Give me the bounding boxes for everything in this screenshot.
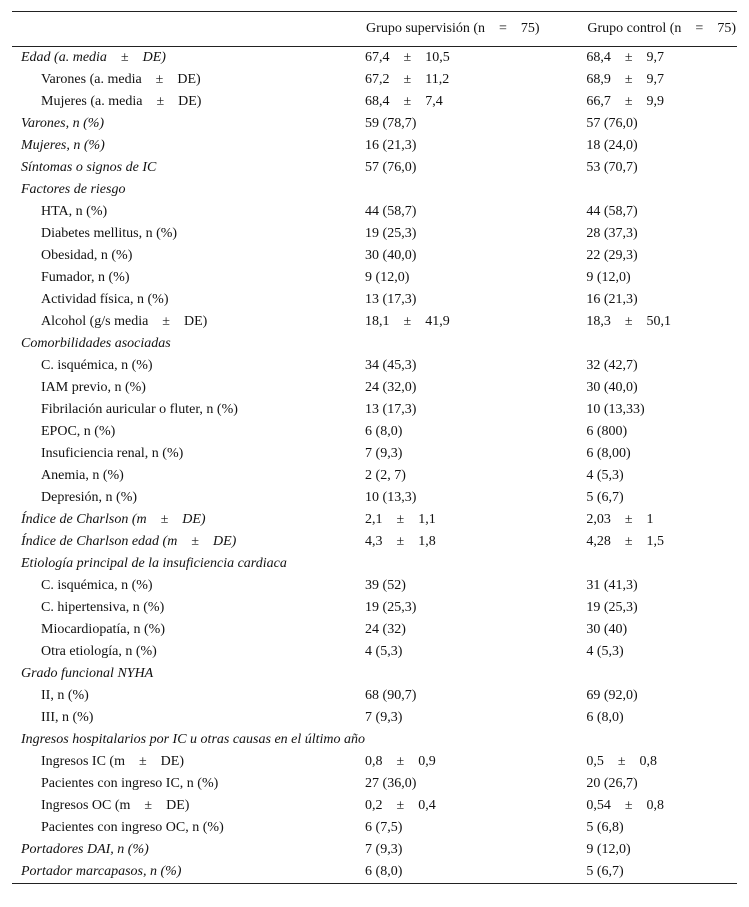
supervision-value: 27 (36,0): [365, 776, 417, 791]
table-row: [12, 201, 737, 223]
row-label: Ingresos hospitalarios por IC u otras causas en el último año: [21, 732, 366, 747]
control-value: 30 (40): [586, 622, 628, 637]
supervision-value: 10 (13,3): [365, 490, 417, 505]
row-label: IAM previo, n (%): [41, 380, 146, 395]
control-value: [586, 553, 737, 575]
supervision-value: 39 (52): [365, 578, 406, 593]
supervision-value: 59 (78,7): [365, 116, 417, 131]
table-row: [12, 487, 737, 509]
row-label: Grado funcional NYHA: [21, 666, 154, 681]
row-label: Mujeres, n (%): [21, 138, 105, 153]
row-label: HTA, n (%): [41, 204, 108, 219]
table-row: [12, 421, 737, 443]
row-label: Ingresos IC (m ± DE): [41, 754, 184, 769]
supervision-value: 30 (40,0): [365, 248, 417, 263]
control-value: 0,5 ± 0,8: [586, 754, 658, 769]
header-label-column: [12, 12, 365, 47]
supervision-value: 6 (7,5): [365, 820, 403, 835]
table-row: [12, 91, 737, 113]
table-row: [12, 443, 737, 465]
row-label: Portadores DAI, n (%): [21, 842, 149, 857]
row-label: Miocardiopatía, n (%): [41, 622, 166, 637]
supervision-value: 2,1 ± 1,1: [365, 512, 436, 527]
control-value: 53 (70,7): [586, 160, 638, 175]
table-row: [12, 465, 737, 487]
table-body: [12, 47, 737, 884]
row-label: Anemia, n (%): [41, 468, 124, 483]
control-value: [586, 663, 737, 685]
control-value: 57 (76,0): [586, 116, 638, 131]
table-row: [12, 135, 737, 157]
control-value: 4 (5,3): [586, 468, 624, 483]
supervision-value: 4 (5,3): [365, 644, 403, 659]
control-value: 22 (29,3): [586, 248, 638, 263]
control-value: 68,4 ± 9,7: [586, 50, 665, 65]
row-label: Fibrilación auricular o fluter, n (%): [41, 402, 238, 417]
control-value: 68,9 ± 9,7: [586, 72, 665, 87]
table-row: [12, 267, 737, 289]
row-label: Portador marcapasos, n (%): [12, 861, 365, 884]
row-label: Factores de riesgo: [21, 182, 126, 197]
supervision-value: 18,1 ± 41,9: [365, 314, 450, 329]
control-value: 6 (8,00): [586, 446, 631, 461]
table-row: [12, 641, 737, 663]
supervision-value: 67,2 ± 11,2: [365, 72, 450, 87]
row-label: C. isquémica, n (%): [41, 358, 153, 373]
table-row: [12, 619, 737, 641]
supervision-value: 68 (90,7): [365, 688, 417, 703]
row-label: Índice de Charlson edad (m ± DE): [21, 534, 237, 549]
control-value: 66,7 ± 9,9: [586, 94, 665, 109]
row-label: Fumador, n (%): [41, 270, 130, 285]
control-value: 28 (37,3): [586, 226, 638, 241]
table-row: [12, 355, 737, 377]
control-value: 2,03 ± 1: [586, 512, 654, 527]
row-label: Edad (a. media ± DE): [21, 50, 166, 65]
table-row: [12, 553, 737, 575]
control-value: 4 (5,3): [586, 644, 624, 659]
supervision-value: 16 (21,3): [365, 138, 417, 153]
supervision-value: [365, 729, 586, 751]
row-label: Obesidad, n (%): [41, 248, 133, 263]
row-label: Índice de Charlson (m ± DE): [21, 512, 206, 527]
row-label: Actividad física, n (%): [41, 292, 169, 307]
supervision-value: [365, 553, 586, 575]
supervision-value: 44 (58,7): [365, 204, 417, 219]
control-value: [586, 729, 737, 751]
row-label: II, n (%): [41, 688, 89, 703]
table-row: [12, 773, 737, 795]
control-value: 10 (13,33): [586, 402, 645, 417]
row-label: Comorbilidades asociadas: [21, 336, 171, 351]
supervision-value: 19 (25,3): [365, 600, 417, 615]
control-value: 44 (58,7): [586, 204, 638, 219]
supervision-value: [365, 333, 586, 355]
control-value: 30 (40,0): [586, 380, 638, 395]
row-label: Otra etiología, n (%): [41, 644, 157, 659]
table-row: [12, 47, 737, 70]
row-label: Síntomas o signos de IC: [21, 160, 157, 175]
control-value: 5 (6,7): [586, 490, 624, 505]
table-row: [12, 729, 737, 751]
supervision-value: 19 (25,3): [365, 226, 417, 241]
control-value: 6 (800): [586, 424, 628, 439]
control-value: 5 (6,7): [586, 861, 737, 884]
table-row: [12, 531, 737, 553]
table-row: [12, 289, 737, 311]
table-row: [12, 113, 737, 135]
table-row: [12, 685, 737, 707]
table-row: [12, 795, 737, 817]
table-row: [12, 663, 737, 685]
supervision-value: 67,4 ± 10,5: [365, 50, 450, 65]
header-control-group: Grupo control (n = 75): [586, 12, 737, 47]
row-label: EPOC, n (%): [41, 424, 116, 439]
table-row: [12, 707, 737, 729]
supervision-value: 7 (9,3): [365, 842, 403, 857]
table-row: [12, 817, 737, 839]
control-value: 4,28 ± 1,5: [586, 534, 665, 549]
table-row: [12, 597, 737, 619]
baseline-characteristics-table: [12, 11, 737, 884]
row-label: Varones (a. media ± DE): [41, 72, 201, 87]
row-label: Pacientes con ingreso OC, n (%): [41, 820, 224, 835]
row-label: Insuficiencia renal, n (%): [41, 446, 184, 461]
row-label: Varones, n (%): [21, 116, 105, 131]
control-value: 18 (24,0): [586, 138, 638, 153]
control-value: 31 (41,3): [586, 578, 638, 593]
control-value: [586, 333, 737, 355]
table-row: [12, 509, 737, 531]
table-row: [12, 223, 737, 245]
supervision-value: 4,3 ± 1,8: [365, 534, 436, 549]
supervision-value: 9 (12,0): [365, 270, 410, 285]
control-value: 9 (12,0): [586, 270, 631, 285]
supervision-value: 6 (8,0): [365, 861, 586, 884]
row-label: Diabetes mellitus, n (%): [41, 226, 178, 241]
table-row: [12, 751, 737, 773]
control-value: 16 (21,3): [586, 292, 638, 307]
supervision-value: 24 (32): [365, 622, 406, 637]
table-row: [12, 179, 737, 201]
row-label: Ingresos OC (m ± DE): [41, 798, 190, 813]
control-value: 5 (6,8): [586, 820, 624, 835]
row-label: Alcohol (g/s media ± DE): [41, 314, 208, 329]
control-value: [586, 179, 737, 201]
control-value: 69 (92,0): [586, 688, 638, 703]
table-row: [12, 399, 737, 421]
row-label: Mujeres (a. media ± DE): [41, 94, 202, 109]
row-label: C. hipertensiva, n (%): [41, 600, 165, 615]
supervision-value: 13 (17,3): [365, 292, 417, 307]
table-row: [12, 575, 737, 597]
row-label: III, n (%): [41, 710, 94, 725]
table-row: [12, 245, 737, 267]
control-value: 9 (12,0): [586, 842, 631, 857]
supervision-value: 2 (2, 7): [365, 468, 406, 483]
supervision-value: 34 (45,3): [365, 358, 417, 373]
table-row: [12, 377, 737, 399]
row-label: Etiología principal de la insuficiencia cardiaca: [21, 556, 287, 571]
control-value: 20 (26,7): [586, 776, 638, 791]
control-value: 32 (42,7): [586, 358, 638, 373]
control-value: 19 (25,3): [586, 600, 638, 615]
table-row: [12, 839, 737, 861]
supervision-value: 7 (9,3): [365, 446, 403, 461]
supervision-value: 6 (8,0): [365, 424, 403, 439]
row-label: Depresión, n (%): [41, 490, 138, 505]
row-label: Pacientes con ingreso IC, n (%): [41, 776, 219, 791]
table-row: [12, 333, 737, 355]
control-value: 18,3 ± 50,1: [586, 314, 672, 329]
supervision-value: 24 (32,0): [365, 380, 417, 395]
header-supervision-group: Grupo supervisión (n = 75): [365, 12, 586, 47]
supervision-value: 57 (76,0): [365, 160, 417, 175]
supervision-value: 13 (17,3): [365, 402, 417, 417]
control-value: 6 (8,0): [586, 710, 624, 725]
table-row: [12, 861, 737, 884]
table-row: [12, 157, 737, 179]
supervision-value: 68,4 ± 7,4: [365, 94, 443, 109]
supervision-value: [365, 179, 586, 201]
supervision-value: 0,8 ± 0,9: [365, 754, 436, 769]
table-header-row: [12, 12, 737, 47]
row-label: C. isquémica, n (%): [41, 578, 153, 593]
supervision-value: [365, 663, 586, 685]
supervision-value: 7 (9,3): [365, 710, 403, 725]
supervision-value: 0,2 ± 0,4: [365, 798, 436, 813]
table-row: [12, 69, 737, 91]
table-row: [12, 311, 737, 333]
control-value: 0,54 ± 0,8: [586, 798, 665, 813]
